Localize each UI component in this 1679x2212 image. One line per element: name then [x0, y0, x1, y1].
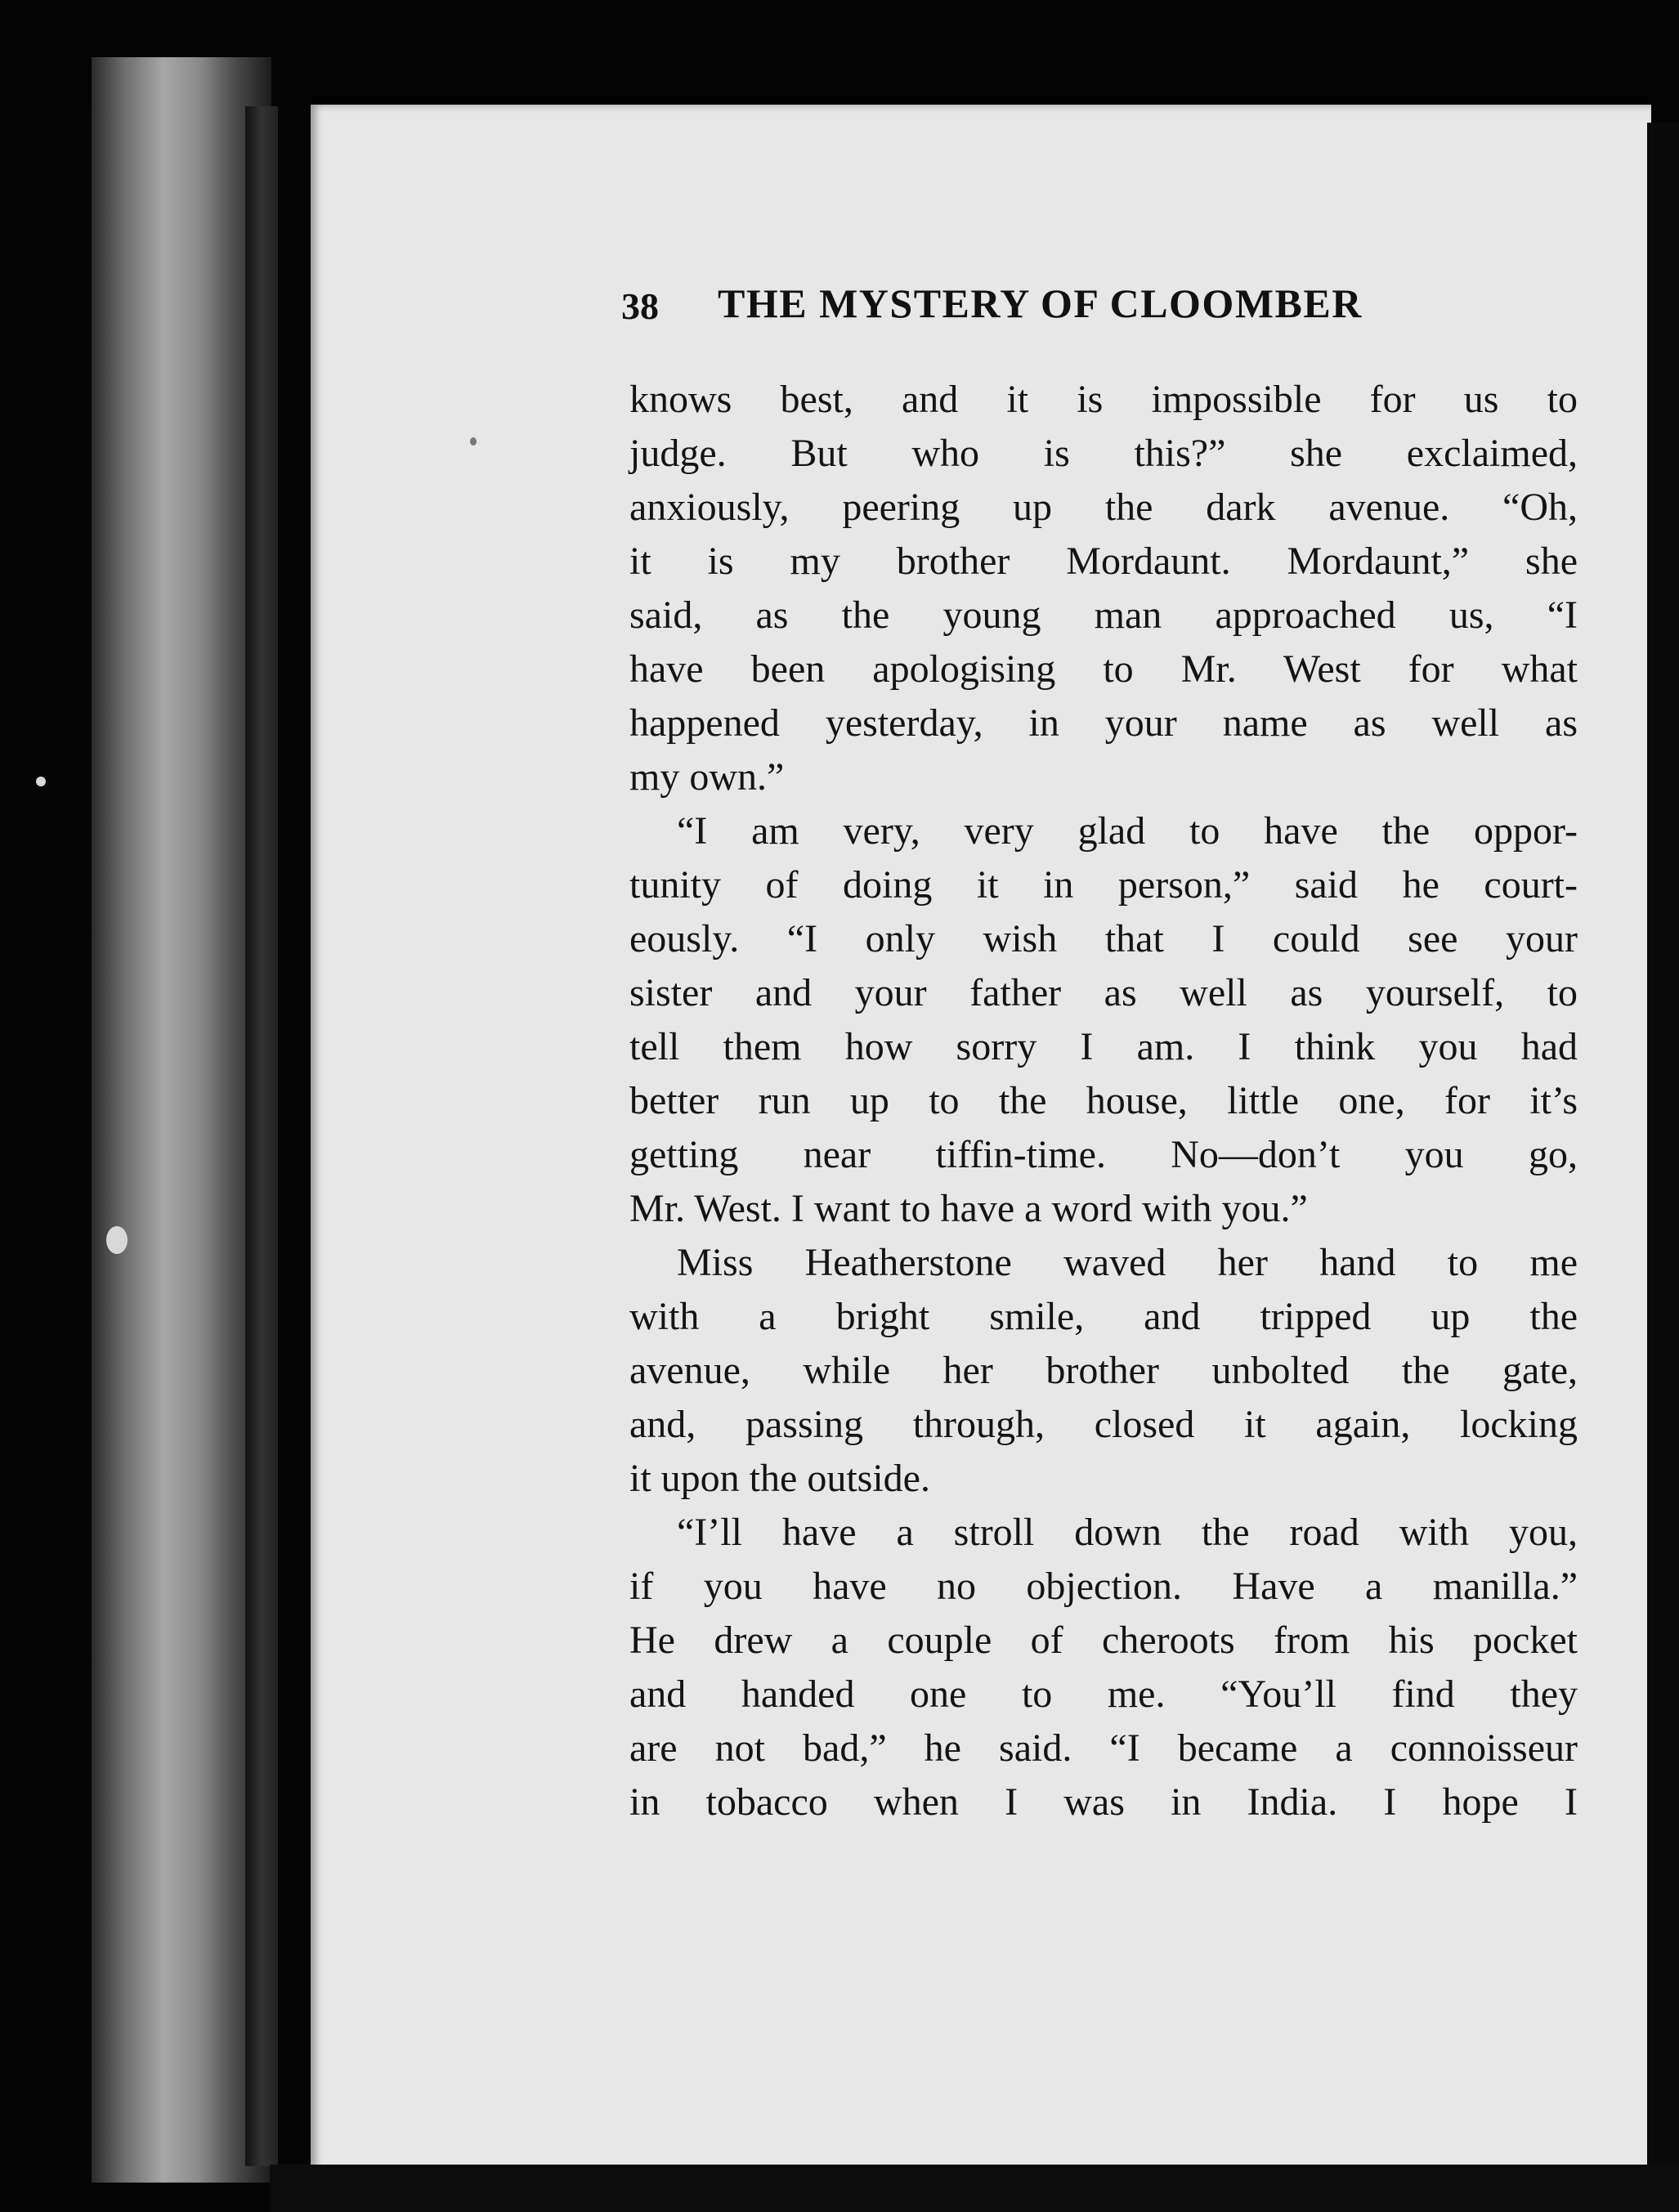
- running-header: [621, 280, 1579, 337]
- text-line: happened yesterday, in your name as well as: [629, 701, 1578, 745]
- text-line: judge. But who is this?” she exclaimed,: [629, 432, 1578, 475]
- margin-speck: [106, 1226, 128, 1254]
- text-line: sister and your father as well as yourself, to: [629, 971, 1578, 1014]
- gutter-shadow: [245, 106, 278, 2166]
- text-line: if you have no objection. Have a manilla.”: [629, 1565, 1578, 1608]
- text-line: and, passing through, closed it again, locking: [629, 1403, 1578, 1446]
- text-line: tunity of doing it in person,” said he court-: [629, 863, 1578, 907]
- text-line: with a bright smile, and tripped up the: [629, 1295, 1578, 1338]
- text-line: my own.”: [629, 755, 785, 799]
- text-line: eously. “I only wish that I could see your: [629, 917, 1578, 960]
- text-line: Mr. West. I want to have a word with you.”: [629, 1187, 1308, 1230]
- bottom-black-border: [270, 2165, 1679, 2212]
- text-line: tell them how sorry I am. I think you had: [629, 1025, 1578, 1068]
- text-line: “I am very, very glad to have the oppor-: [677, 809, 1578, 853]
- text-line: have been apologising to Mr. West for what: [629, 647, 1578, 691]
- right-black-border: [1647, 123, 1679, 2212]
- text-line: anxiously, peering up the dark avenue. “Oh,: [629, 486, 1578, 529]
- text-line: it is my brother Mordaunt. Mordaunt,” she: [629, 540, 1578, 583]
- text-line: “I’ll have a stroll down the road with you,: [677, 1511, 1578, 1554]
- text-line: avenue, while her brother unbolted the gate,: [629, 1349, 1578, 1392]
- book-binding-gutter: [92, 57, 271, 2183]
- margin-speck: [36, 777, 46, 786]
- page-number: 38: [621, 285, 659, 327]
- text-line: and handed one to me. “You’ll find they: [629, 1672, 1578, 1716]
- text-line: said, as the young man approached us, “I: [629, 593, 1578, 637]
- body-text: [629, 373, 1578, 1829]
- text-line: it upon the outside.: [629, 1457, 930, 1500]
- text-line: getting near tiffin-time. No—don’t you go,: [629, 1133, 1578, 1176]
- book-title-header: THE MYSTERY OF CLOOMBER: [718, 280, 1363, 326]
- text-line: knows best, and it is impossible for us to: [629, 378, 1578, 421]
- text-line: He drew a couple of cheroots from his pocket: [629, 1619, 1578, 1662]
- margin-speck: [470, 437, 477, 446]
- text-line: in tobacco when I was in India. I hope I: [629, 1780, 1578, 1824]
- text-line: Miss Heatherstone waved her hand to me: [677, 1241, 1578, 1284]
- text-line: better run up to the house, little one, for it’s: [629, 1079, 1578, 1122]
- text-line: are not bad,” he said. “I became a connoisseur: [629, 1726, 1578, 1770]
